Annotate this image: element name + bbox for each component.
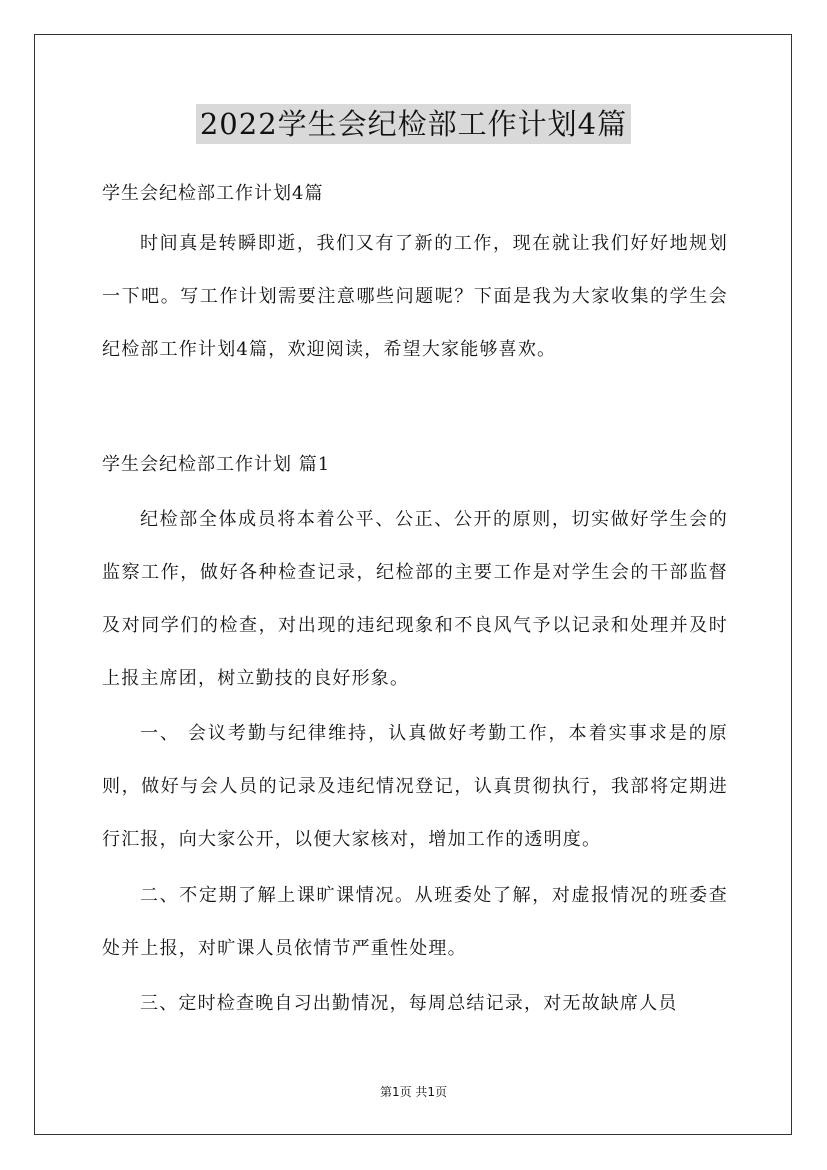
body-paragraph-3: 二、不定期了解上课旷课情况。从班委处了解，对虚报情况的班委查处并上报，对旷课人员依情节严重性处理。 — [102, 885, 728, 959]
body-paragraph-2: 一、 会议考勤与纪律维持，认真做好考勤工作，本着实事求是的原则，做好与会人员的记录及违纪情况登记，认真贯彻执行，我部将定期进行汇报，向大家公开，以便大家核对，增加工作的透明度。 — [102, 723, 728, 850]
title-container — [0, 104, 827, 144]
document-title: 2022学生会纪检部工作计划4篇 — [196, 104, 631, 144]
document-subtitle: 学生会纪检部工作计划4篇 — [102, 183, 324, 204]
intro-paragraph: 时间真是转瞬即逝，我们又有了新的工作，现在就让我们好好地规划一下吧。写工作计划需要注意哪些问题呢？下面是我为大家收集的学生会纪检部工作计划4篇，欢迎阅读，希望大家能够喜欢。 — [102, 233, 728, 360]
page-footer: 第1页 共1页 — [379, 1085, 448, 1099]
body-paragraph-1: 纪检部全体成员将本着公平、公正、公开的原则，切实做好学生会的监察工作，做好各种检查记录，纪检部的主要工作是对学生会的干部监督及对同学们的检查，对出现的违纪现象和不良风气予以记录和处理并及时上报主席团，树立勤技的良好形象。 — [102, 509, 728, 689]
section-heading: 学生会纪检部工作计划 篇1 — [102, 454, 331, 475]
body-paragraph-4: 三、定时检查晚自习出勤情况，每周总结记录，对无故缺席人员 — [140, 993, 678, 1014]
